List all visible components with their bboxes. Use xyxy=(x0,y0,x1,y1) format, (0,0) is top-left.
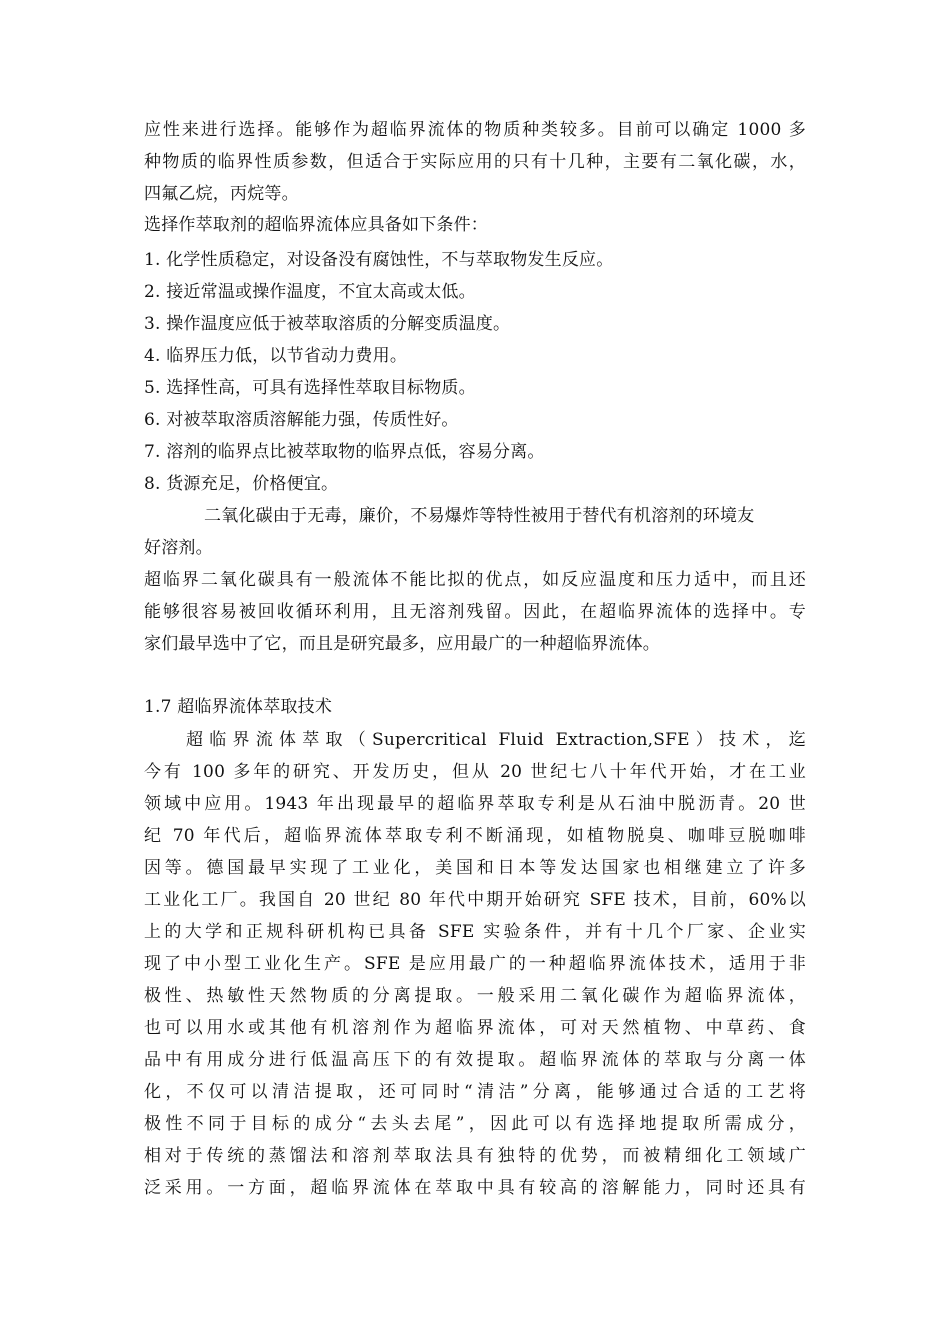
paragraph-sfe-line-3: 领域中应用。1943 年出现最早的超临界萃取专利是从石油中脱沥青。20 世 xyxy=(144,794,806,814)
paragraph-1-line-2: 种物质的临界性质参数，但适合于实际应用的只有十几种，主要有二氧化碳，水， xyxy=(144,152,806,172)
paragraph-co2-line-2: 好溶剂。 xyxy=(144,538,213,558)
condition-item-6: 6. 对被萃取溶质溶解能力强，传质性好。 xyxy=(144,410,459,430)
conditions-intro: 选择作萃取剂的超临界流体应具备如下条件： xyxy=(144,215,488,235)
condition-item-8: 8. 货源充足，价格便宜。 xyxy=(144,474,339,494)
paragraph-sfe-line-7: 上的大学和正规科研机构已具备 SFE 实验条件，并有十几个厂家、企业实 xyxy=(144,922,806,942)
paragraph-sfe-line-4: 纪 70 年代后，超临界流体萃取专利不断涌现，如植物脱臭、咖啡豆脱咖啡 xyxy=(144,826,806,846)
paragraph-sc-co2-line-1: 超临界二氧化碳具有一般流体不能比拟的优点，如反应温度和压力适中，而且还 xyxy=(144,570,806,590)
paragraph-sfe-line-15: 泛采用。一方面，超临界流体在萃取中具有较高的溶解能力，同时还具有 xyxy=(144,1178,806,1198)
condition-item-7: 7. 溶剂的临界点比被萃取物的临界点低，容易分离。 xyxy=(144,442,545,462)
paragraph-1-line-1: 应性来进行选择。能够作为超临界流体的物质种类较多。目前可以确定 1000 多 xyxy=(144,120,806,140)
paragraph-1-line-3: 四氟乙烷，丙烷等。 xyxy=(144,184,299,204)
condition-item-5: 5. 选择性高，可具有选择性萃取目标物质。 xyxy=(144,378,476,398)
condition-item-3: 3. 操作温度应低于被萃取溶质的分解变质温度。 xyxy=(144,314,511,334)
paragraph-sfe-line-2: 今有 100 多年的研究、开发历史，但从 20 世纪七八十年代开始，才在工业 xyxy=(144,762,806,782)
paragraph-sfe-line-11: 品中有用成分进行低温高压下的有效提取。超临界流体的萃取与分离一体 xyxy=(144,1050,806,1070)
paragraph-sc-co2-line-3: 家们最早选中了它，而且是研究最多，应用最广的一种超临界流体。 xyxy=(144,634,660,654)
condition-item-2: 2. 接近常温或操作温度，不宜太高或太低。 xyxy=(144,282,476,302)
paragraph-sfe-line-9: 极性、热敏性天然物质的分离提取。一般采用二氧化碳作为超临界流体， xyxy=(144,986,806,1006)
paragraph-sfe-line-6: 工业化工厂。我国自 20 世纪 80 年代中期开始研究 SFE 技术，目前，60%以 xyxy=(144,890,806,910)
paragraph-sfe-line-1: 超临界流体萃取（Supercritical Fluid Extraction,SFE）技术，迄 xyxy=(186,730,806,750)
condition-item-1: 1. 化学性质稳定，对设备没有腐蚀性，不与萃取物发生反应。 xyxy=(144,250,614,270)
section-heading: 1.7 超临界流体萃取技术 xyxy=(144,697,333,717)
paragraph-co2-line-1: 二氧化碳由于无毒，廉价，不易爆炸等特性被用于替代有机溶剂的环境友 xyxy=(204,506,755,526)
paragraph-sfe-line-13: 极性不同于目标的成分“去头去尾”，因此可以有选择地提取所需成分， xyxy=(144,1114,806,1134)
paragraph-sc-co2-line-2: 能够很容易被回收循环利用，且无溶剂残留。因此，在超临界流体的选择中。专 xyxy=(144,602,806,622)
paragraph-sfe-line-12: 化，不仅可以清洁提取，还可同时“清洁”分离，能够通过合适的工艺将 xyxy=(144,1082,806,1102)
paragraph-sfe-line-10: 也可以用水或其他有机溶剂作为超临界流体，可对天然植物、中草药、食 xyxy=(144,1018,806,1038)
paragraph-sfe-line-5: 因等。德国最早实现了工业化，美国和日本等发达国家也相继建立了许多 xyxy=(144,858,806,878)
condition-item-4: 4. 临界压力低，以节省动力费用。 xyxy=(144,346,408,366)
paragraph-sfe-line-14: 相对于传统的蒸馏法和溶剂萃取法具有独特的优势，而被精细化工领域广 xyxy=(144,1146,806,1166)
paragraph-sfe-line-8: 现了中小型工业化生产。SFE 是应用最广的一种超临界流体技术，适用于非 xyxy=(144,954,806,974)
